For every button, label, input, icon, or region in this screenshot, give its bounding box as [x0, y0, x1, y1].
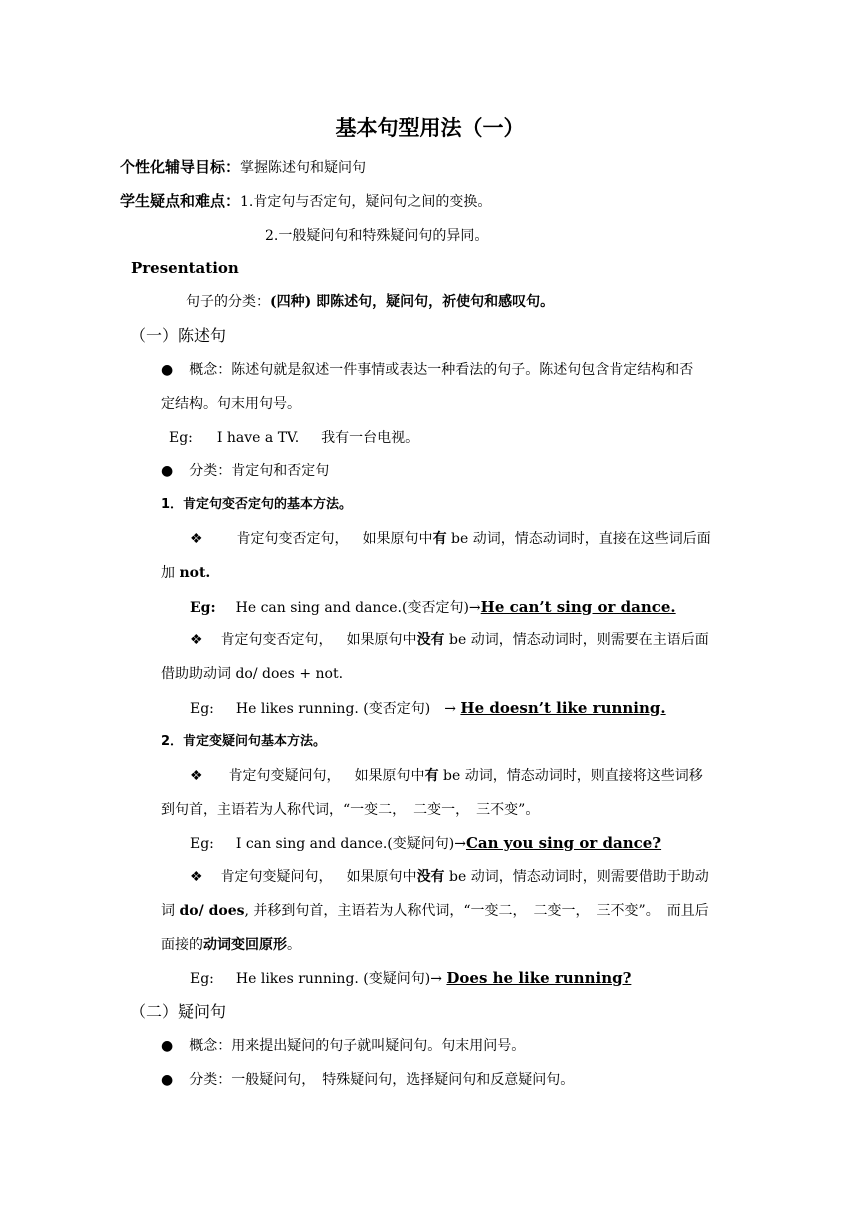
- rule-3-part-c: be 动词，情态动词时，则直接将这些词移: [438, 768, 703, 784]
- example-text: I can sing and dance.(变疑问句)→: [235, 836, 466, 852]
- rule-2-part-c: be 动词，情态动词时，则需要在主语后面: [444, 632, 709, 648]
- question-concept-line: [161, 1036, 525, 1056]
- diamond-icon: ❖: [190, 632, 203, 648]
- concept-line-2: 定结构。句末用句号。: [161, 396, 301, 412]
- rule-1-line-2-bold: not.: [179, 565, 211, 581]
- rule-1-part-a: 肯定句变否定句，: [236, 531, 349, 547]
- rule-4-part-c: be 动词，情态动词时，则需要借助于助动: [444, 869, 709, 885]
- goal-label: 个性化辅导目标：: [120, 158, 241, 176]
- rule-1-line-1: [190, 529, 711, 549]
- example-text: He can sing and dance.(变否定句)→: [235, 600, 481, 616]
- example-answer: Can you sing or dance?: [465, 834, 662, 852]
- rule-3-line-2: 到句首，主语若为人称代词，“一变二， 二变一， 三不变”。: [161, 802, 540, 818]
- difficulty-line: [120, 191, 491, 212]
- concept-line-1: [161, 360, 693, 380]
- rule-3-part-a: 肯定句变疑问句，: [228, 768, 341, 784]
- rule-4-line-2-part-b: , 并移到句首，主语若为人称代词，“一变二， 二变一， 三不变”。 而且后: [244, 903, 709, 919]
- example-1: [169, 428, 419, 448]
- classification-bold: (四种) 即陈述句，疑问句，祈使句和感叹句。: [270, 294, 555, 310]
- section-2-heading: （二）疑问句: [130, 1002, 227, 1021]
- classification-line: [186, 292, 554, 312]
- bullet-icon: ●: [161, 1072, 174, 1088]
- example-answer: Does he like running?: [446, 969, 632, 987]
- rule-4-line-2-part-a: 词: [161, 903, 180, 919]
- rule-4-part-a: 肯定句变疑问句，: [220, 869, 333, 885]
- rule-4-line-2-bold: do/ does: [179, 903, 245, 919]
- question-category-text: 分类：一般疑问句， 特殊疑问句，选择疑问句和反意疑问句。: [189, 1072, 575, 1088]
- example-label: Eg:: [169, 430, 193, 446]
- rule-1-part-b: 如果原句中: [362, 531, 433, 547]
- example-answer: He doesn’t like running.: [460, 699, 666, 717]
- rule-4-line-3-part-a: 面接的: [161, 937, 203, 953]
- example-english: I have a TV.: [216, 430, 300, 446]
- category-text: 分类：肯定句和否定句: [189, 463, 330, 479]
- rule-4-line-1: [190, 867, 709, 887]
- bullet-icon: ●: [161, 1038, 174, 1054]
- rule-1-line-2: [161, 563, 210, 583]
- example-label: Eg:: [190, 600, 216, 616]
- example-label: Eg:: [190, 701, 214, 717]
- subsection-2-title: 2．肯定变疑问句基本方法。: [161, 734, 327, 749]
- rule-1-bold: 有: [432, 531, 447, 547]
- example-answer: He can’t sing or dance.: [480, 598, 676, 616]
- example-chinese: 我有一台电视。: [321, 430, 420, 446]
- rule-4-bold: 没有: [416, 869, 445, 885]
- question-category-line: [161, 1070, 574, 1090]
- example-text: He likes running. (变否定句): [235, 701, 431, 717]
- rule-2-line-2: 借助助动词 do/ does + not.: [161, 666, 344, 682]
- example-text: He likes running. (变疑问句)→: [235, 971, 447, 987]
- rule-4-line-3-bold: 动词变回原形: [203, 937, 287, 953]
- rule-4-part-b: 如果原句中: [346, 869, 417, 885]
- rule-3-bold: 有: [424, 768, 439, 784]
- example-2: [190, 597, 676, 618]
- page-title: 基本句型用法（一）: [335, 116, 525, 140]
- rule-4-line-3: [161, 935, 301, 955]
- goal-line: [120, 157, 366, 178]
- rule-2-part-a: 肯定句变否定句，: [220, 632, 333, 648]
- diamond-icon: ❖: [190, 869, 203, 885]
- rule-4-line-2: [161, 901, 709, 921]
- rule-1-part-c: be 动词，情态动词时，直接在这些词后面: [446, 531, 711, 547]
- bullet-icon: ●: [161, 362, 174, 378]
- question-concept-text: 概念：用来提出疑问的句子就叫疑问句。句末用问号。: [189, 1038, 526, 1054]
- goal-text: 掌握陈述句和疑问句: [240, 160, 367, 176]
- presentation-heading: Presentation: [131, 259, 239, 277]
- rule-2-bold: 没有: [416, 632, 445, 648]
- arrow-icon: →: [444, 701, 461, 717]
- diamond-icon: ❖: [190, 768, 203, 784]
- section-1-heading: （一）陈述句: [130, 326, 227, 345]
- example-4: [190, 833, 661, 854]
- example-label: Eg:: [190, 971, 214, 987]
- example-3: [190, 698, 666, 719]
- example-label: Eg:: [190, 836, 214, 852]
- difficulty-item-1: 1.肯定句与否定句，疑问句之间的变换。: [240, 194, 492, 210]
- example-5: [190, 968, 631, 989]
- bullet-icon: ●: [161, 463, 174, 479]
- concept-text-1: 概念：陈述句就是叙述一件事情或表达一种看法的句子。陈述句包含肯定结构和否: [189, 362, 694, 378]
- rule-1-line-2-text: 加: [161, 565, 180, 581]
- classification-prefix: 句子的分类：: [186, 294, 270, 310]
- rule-3-part-b: 如果原句中: [354, 768, 425, 784]
- difficulty-label: 学生疑点和难点：: [120, 192, 241, 210]
- rule-3-line-1: [190, 766, 703, 786]
- rule-2-part-b: 如果原句中: [346, 632, 417, 648]
- difficulty-item-2: 2.一般疑问句和特殊疑问句的异同。: [265, 228, 489, 244]
- rule-2-line-1: [190, 630, 709, 650]
- category-line: [161, 461, 329, 481]
- rule-4-line-3-part-b: 。: [287, 937, 301, 953]
- diamond-icon: ❖: [190, 531, 203, 547]
- subsection-1-title: 1．肯定句变否定句的基本方法。: [161, 497, 353, 512]
